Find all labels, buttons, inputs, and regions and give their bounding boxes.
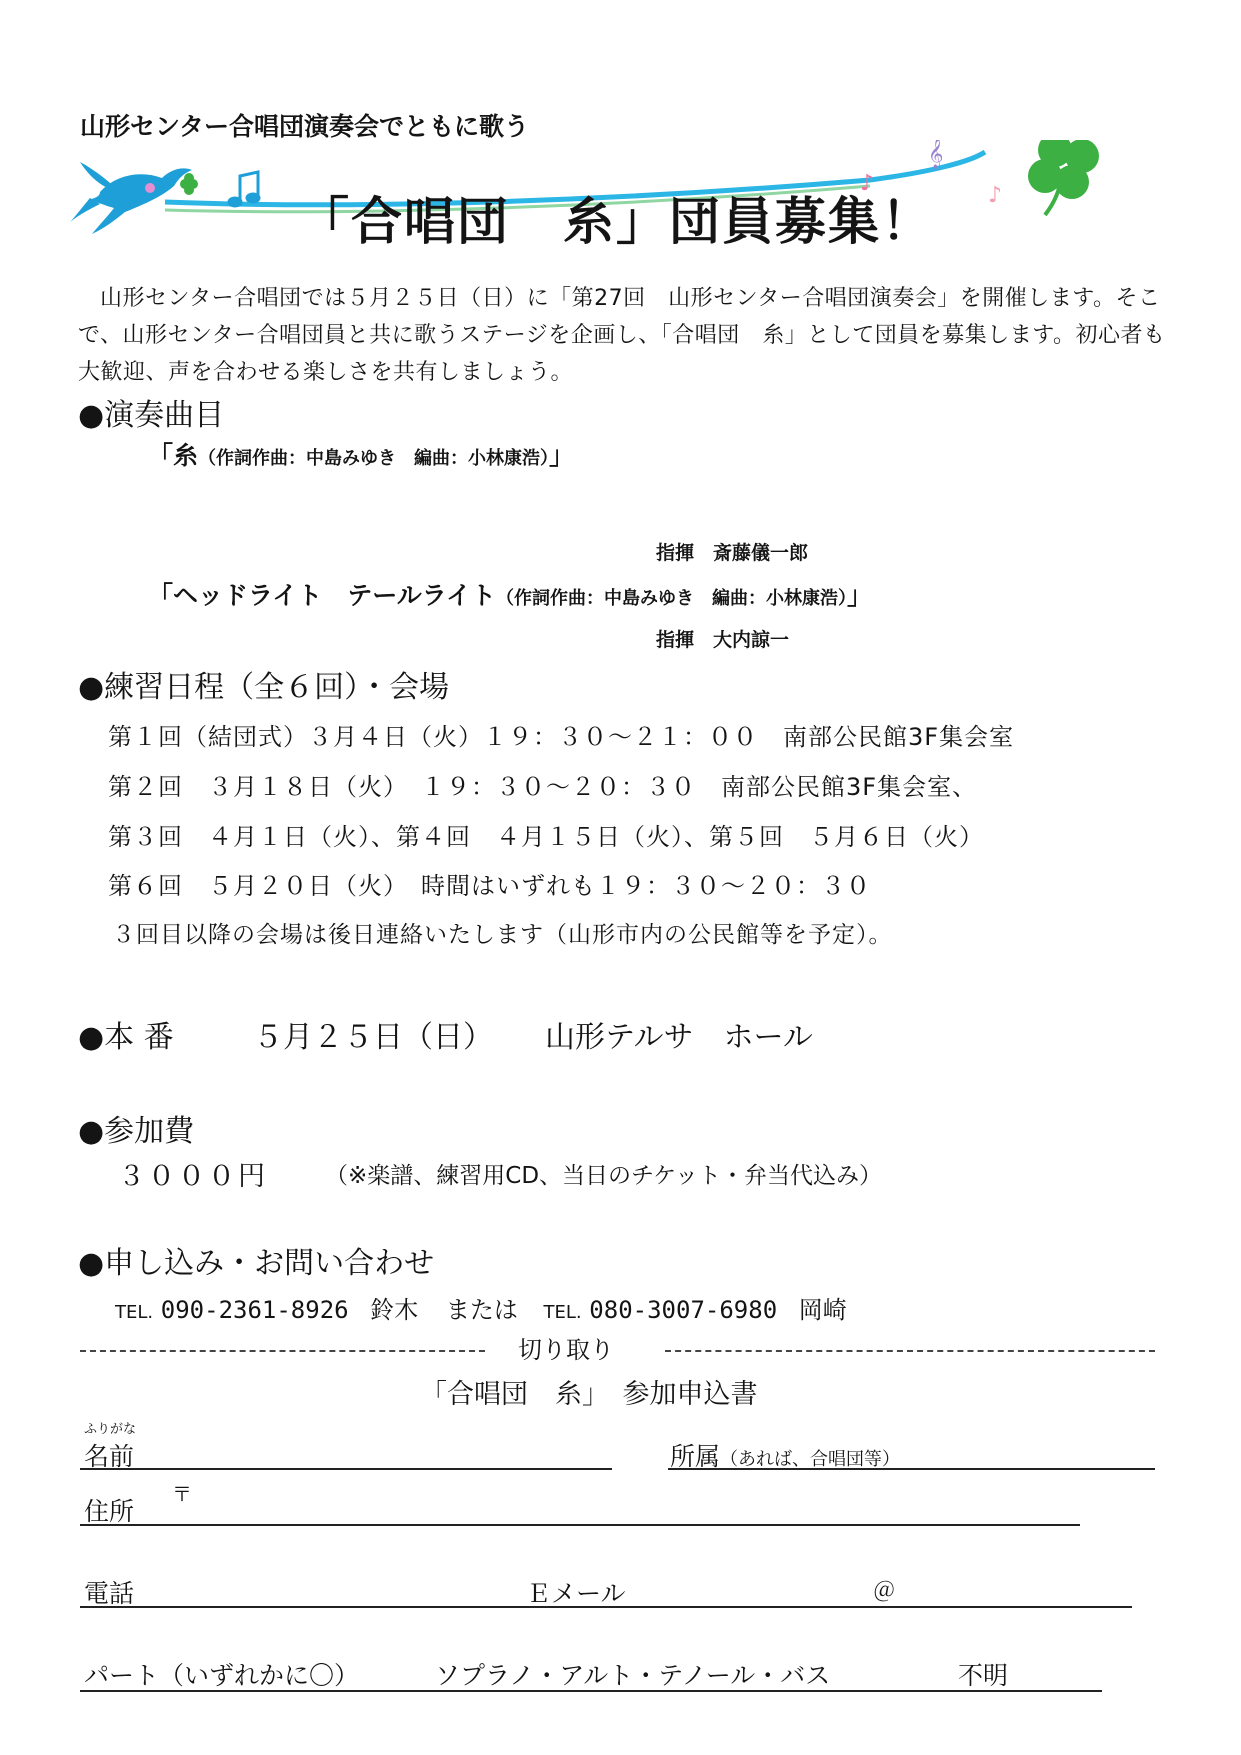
- address-field[interactable]: [80, 1524, 1080, 1526]
- fee-heading: ●参加費: [78, 1114, 195, 1149]
- postal-mark: 〒: [172, 1482, 192, 1506]
- form-title: 「合唱団 糸」 参加申込書: [420, 1379, 758, 1410]
- affiliation-note: （あれば、合唱団等）: [720, 1449, 901, 1470]
- contact-or: または: [445, 1296, 518, 1324]
- tel-number-2[interactable]: 080-3007-6980: [589, 1296, 778, 1324]
- song2-conductor: 指揮 大内諒一: [656, 629, 790, 651]
- schedule-heading: ●練習日程（全６回）・会場: [78, 670, 450, 705]
- name-field[interactable]: [80, 1468, 612, 1470]
- performance-date: ５月２５日（日）: [253, 1020, 493, 1055]
- small-clover-icon: [180, 173, 198, 195]
- svg-text:♪: ♪: [988, 183, 1003, 208]
- part-unknown[interactable]: 不明: [958, 1661, 1009, 1690]
- music-note-icon: [229, 172, 259, 206]
- bird-icon: [70, 162, 192, 234]
- song1-credit: （作詞作曲：中島みゆき 編曲：小林康浩）: [198, 448, 550, 469]
- schedule-line-1: 第１回（結団式）３月４日（火）１９：３０～２１：００ 南部公民館3F集会室: [108, 723, 1015, 751]
- intro-paragraph: 山形センター合唱団では５月２５日（日）に「第27回 山形センター合唱団演奏会」を開催します。そこで、山形センター合唱団員と共に歌うステージを企画し、「合唱団 糸」として団員を募集します。初心者も大歓迎、声を合わせる楽しさを共有しましょう。: [78, 286, 1166, 385]
- furigana-label: ふりがな: [84, 1422, 137, 1437]
- treble-clef-icon: [928, 140, 943, 170]
- kicker-text: 山形センター合唱団演奏会でともに歌う: [80, 112, 530, 141]
- song1-title: [148, 436, 574, 472]
- cut-line-left: [80, 1350, 485, 1352]
- affiliation-field[interactable]: [668, 1468, 1155, 1470]
- song2-title: [148, 576, 872, 612]
- schedule-line-4: 第６回 ５月２０日（火） 時間はいずれも１９：３０～２０：３０: [108, 872, 871, 900]
- contact-heading: ●申し込み・お問い合わせ: [78, 1246, 435, 1281]
- song2-credit: （作詞作曲：中島みゆき 編曲：小林康浩）: [496, 588, 848, 609]
- schedule-note: ３回目以降の会場は後日連絡いたします（山形市内の公民館等を予定）。: [112, 922, 893, 948]
- email-label: Ｅメール: [526, 1579, 626, 1608]
- page-title: 「合唱団 糸」団員募集！: [298, 193, 935, 252]
- fee-amount: ３０００円: [118, 1161, 268, 1192]
- schedule-line-3: 第３回 ４月１日（火）、第４回 ４月１５日（火）、第５回 ５月６日（火）: [108, 823, 984, 851]
- address-label: 住所: [84, 1497, 135, 1526]
- part-underline: [80, 1690, 1102, 1692]
- phone-email-field[interactable]: [80, 1606, 1132, 1608]
- song1-close: 」: [549, 441, 575, 470]
- song2-name: 「ヘッドライト テールライト: [148, 581, 497, 610]
- phone-label: 電話: [84, 1579, 135, 1608]
- svg-text:♪: ♪: [860, 171, 875, 196]
- repertoire-heading: ●演奏曲目: [78, 398, 225, 433]
- affiliation-text: 所属: [670, 1442, 721, 1471]
- song1-name: 「糸: [148, 441, 199, 470]
- performance-venue: 山形テルサ ホール: [545, 1020, 813, 1055]
- cut-line-right: [665, 1350, 1155, 1352]
- song1-conductor: 指揮 斎藤儀一郎: [656, 542, 809, 564]
- contact-name-2: 岡崎: [798, 1296, 847, 1324]
- part-label: パート（いずれかに〇）: [84, 1661, 360, 1690]
- tel-label-1: TEL.: [115, 1302, 154, 1323]
- tel-number-1[interactable]: 090-2361-8926: [160, 1296, 349, 1324]
- name-label: 名前: [84, 1442, 135, 1471]
- email-at-sign: ＠: [873, 1579, 896, 1604]
- contact-line: [115, 1290, 847, 1325]
- contact-name-1: 鈴木: [370, 1296, 419, 1324]
- four-leaf-clover-icon: [1028, 140, 1099, 215]
- fee-note: （※楽譜、練習用CD、当日のチケット・弁当代込み）: [325, 1163, 882, 1189]
- tel-label-2: TEL.: [543, 1302, 582, 1323]
- schedule-line-2: 第２回 ３月１８日（火） １９：３０～２０：３０ 南部公民館3F集会室、: [108, 773, 978, 801]
- cut-label: 切り取り: [518, 1336, 614, 1364]
- part-options[interactable]: ソプラノ・アルト・テノール・バス: [435, 1661, 831, 1690]
- svg-text:𝄞: 𝄞: [928, 140, 944, 169]
- performance-heading: ●本 番: [78, 1020, 174, 1055]
- song2-close: 」: [847, 581, 873, 610]
